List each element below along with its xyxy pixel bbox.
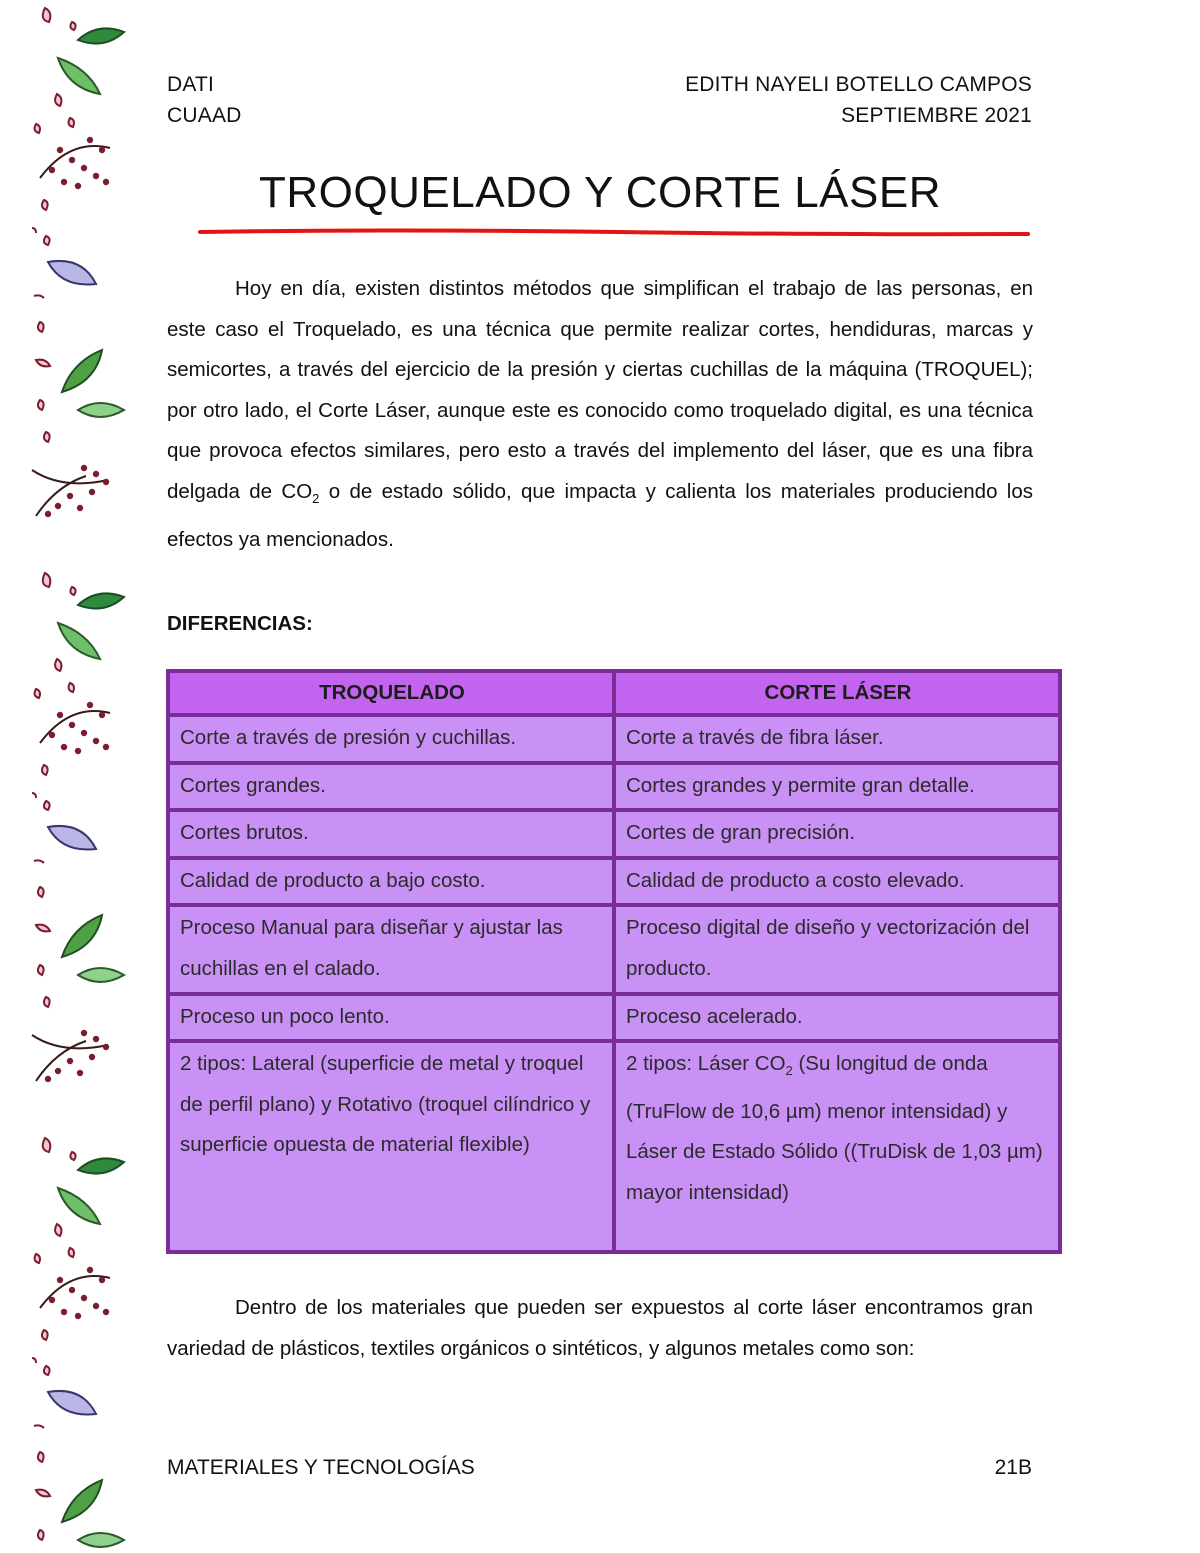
table-cell: Calidad de producto a bajo costo.: [168, 858, 614, 906]
table-cell: Proceso Manual para diseñar y ajustar las cuchillas en el calado.: [168, 905, 614, 993]
table-cell: [614, 1041, 1060, 1252]
table-row: [168, 905, 1060, 993]
closing-paragraph: [167, 1288, 1033, 1369]
table-row: [168, 994, 1060, 1042]
column-header-corte-laser: CORTE LÁSER: [614, 671, 1060, 715]
table-cell: 2 tipos: Lateral (superficie de metal y troquel de perfil plano) y Rotativo (troquel cilíndrico y superficie opuesta de material flexible): [168, 1041, 614, 1252]
table-row: [168, 810, 1060, 858]
table-cell: Cortes grandes y permite gran detalle.: [614, 763, 1060, 811]
differences-heading: DIFERENCIAS:: [167, 612, 313, 635]
cell-text-start: 2 tipos: Láser CO: [626, 1052, 786, 1076]
table-cell: Cortes grandes.: [168, 763, 614, 811]
footer-course: MATERIALES Y TECNOLOGÍAS: [167, 1456, 475, 1479]
table-cell: Proceso un poco lento.: [168, 994, 614, 1042]
table-cell: Proceso acelerado.: [614, 994, 1060, 1042]
intro-subscript: 2: [312, 491, 320, 507]
table-cell: Cortes brutos.: [168, 810, 614, 858]
table-header-row: [168, 671, 1060, 715]
header-right: [685, 69, 1032, 131]
closing-text: Dentro de los materiales que pueden ser expuestos al corte láser encontramos gran variedad de plásticos, textiles orgánicos o sintéticos, y algunos metales como son:: [167, 1296, 1033, 1360]
table-cell: Corte a través de presión y cuchillas.: [168, 715, 614, 763]
table-cell: Corte a través de fibra láser.: [614, 715, 1060, 763]
cell-text-end: (Su longitud de onda (TruFlow de 10,6 µm) menor intensidad) y Láser de Estado Sólido ((TruDisk de 1,03 µm) mayor intensidad): [626, 1052, 1043, 1205]
header-left: [167, 69, 242, 131]
cell-subscript: 2: [785, 1063, 793, 1079]
intro-text-end: o de estado sólido, que impacta y calienta los materiales produciendo los efectos ya mencionados.: [167, 479, 1033, 551]
footer-group: 21B: [994, 1456, 1032, 1479]
title-underline: [198, 226, 1030, 240]
page-title: TROQUELADO Y CORTE LÁSER: [259, 168, 941, 217]
intro-text-start: Hoy en día, existen distintos métodos que simplifican el trabajo de las personas, en este caso el Troquelado, es una técnica que permite realizar cortes, hendiduras, marcas y semicortes, a través del ejercicio de la presión y ciertas cuchillas de la máquina (TROQUEL); por otro lado, el Corte Láser, aunque este es conocido como troquelado digital, es una técnica que provoca efectos similares, pero esto a través del implemento del láser, que es una fibra delgada de CO: [167, 277, 1033, 503]
header-date: SEPTIEMBRE 2021: [841, 104, 1032, 127]
table-row: [168, 715, 1060, 763]
intro-paragraph: [167, 269, 1033, 560]
table-cell: Proceso digital de diseño y vectorización del producto.: [614, 905, 1060, 993]
table-row: [168, 763, 1060, 811]
header-author: EDITH NAYELI BOTELLO CAMPOS: [685, 73, 1032, 96]
column-header-troquelado: TROQUELADO: [168, 671, 614, 715]
comparison-table: [166, 669, 1062, 1254]
table-cell: Cortes de gran precisión.: [614, 810, 1060, 858]
header-center: CUAAD: [167, 104, 242, 127]
table-row: [168, 1041, 1060, 1252]
floral-border-decoration: [0, 0, 140, 1553]
header-department: DATI: [167, 73, 215, 96]
table-row: [168, 858, 1060, 906]
table-cell: Calidad de producto a costo elevado.: [614, 858, 1060, 906]
